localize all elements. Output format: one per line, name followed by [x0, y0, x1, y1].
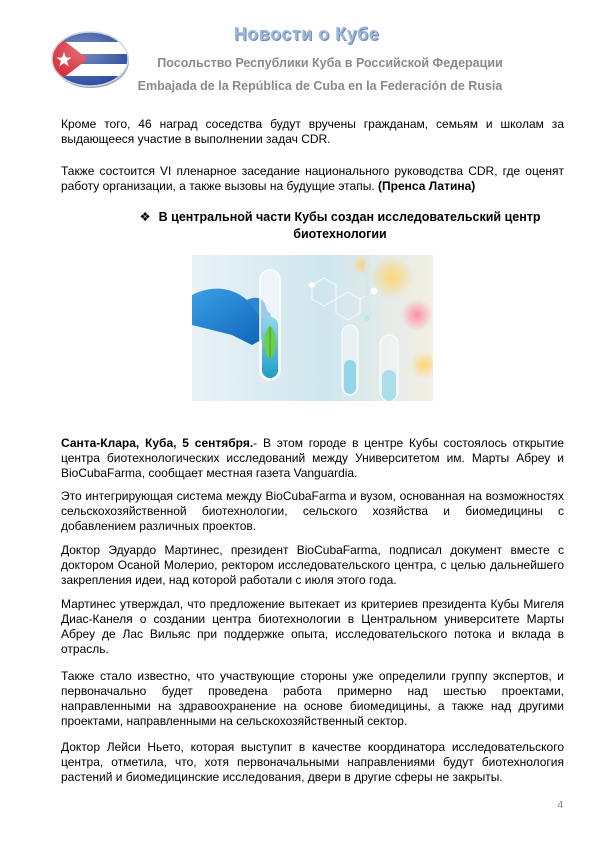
article2-headline-text: В центральной части Кубы создан исследовательский центр биотехнологии	[158, 210, 541, 241]
cuba-flag-icon	[50, 30, 130, 88]
article2-paragraph-2: Это интегрирующая система между BioCubaFarma и вузом, основанная на возможностях сельскохозяйственной биотехнологии, сельского хозяйства и биомедицины с добавлением различных проектов.	[61, 489, 564, 533]
article2-paragraph-4: Мартинес утверждал, что предложение вытекает из критериев президента Кубы Мигеля Диас-Канеля о создании центра биотехнологии в Центральном университете Марты Абреу де Лас Вильяс при поддержке опыта, исследовательского потока и вклада в отрасль.	[61, 597, 564, 656]
embassy-name-russian: Посольство Республики Куба в Российской Федерации	[157, 56, 503, 70]
article1-paragraph-1: Кроме того, 46 наград соседства будут вручены гражданам, семьям и школам за выдающееся участие в выполнении задач CDR.	[61, 117, 564, 146]
article1-source: (Пренса Латина)	[378, 179, 476, 193]
diamond-bullet-icon: ❖	[139, 210, 151, 224]
article2-paragraph-3: Доктор Эдуардо Мартинес, президент BioCubaFarma, подписал документ вместе с доктором Осаной Молерио, ректором исследовательского центра, с целью дальнейшего закрепления идеи, над которой работали с июля этого года.	[61, 543, 564, 587]
page-header	[0, 0, 613, 110]
embassy-name-spanish: Embajada de la República de Cuba en la Federación de Rusia	[137, 79, 503, 93]
article2-paragraph-5: Также стало известно, что участвующие стороны уже определили группу экспертов, и первоначально будет проведена работа примерно над шестью проектами, направленными на здравоохранение на основе биомедицины, а также над другими проектами, направленными на сельскохозяйственный сектор.	[61, 669, 564, 728]
article2-paragraph-6: Доктор Лейси Ньето, которая выступит в качестве координатора исследовательского центра, отметила, что, хотя первоначальными направлениями будут биотехнология растений и биомедицинские исследования, двери в другие сферы не закрыты.	[61, 740, 564, 784]
page-number: 4	[557, 800, 563, 811]
biotech-test-tube-photo	[192, 255, 433, 401]
article2-headline	[130, 209, 550, 243]
article1-paragraph-2	[61, 164, 564, 194]
article2-dateline: Санта-Клара, Куба, 5 сентября.	[61, 436, 254, 450]
article1-paragraph-2-text: Также состоится VI пленарное заседание национального руководства CDR, где оценят работу организации, а также вызовы на будущие этапы.	[61, 164, 564, 193]
masthead-title: Новости о Кубе	[233, 24, 380, 44]
article2-paragraph-1-text: - В этом городе в центре Кубы состоялось открытие центра биотехнологических исследований между Университетом им. Марты Абреу и BioCubaFarma, сообщает местная газета Vanguardia.	[61, 436, 564, 480]
article2-paragraph-1	[61, 436, 564, 481]
